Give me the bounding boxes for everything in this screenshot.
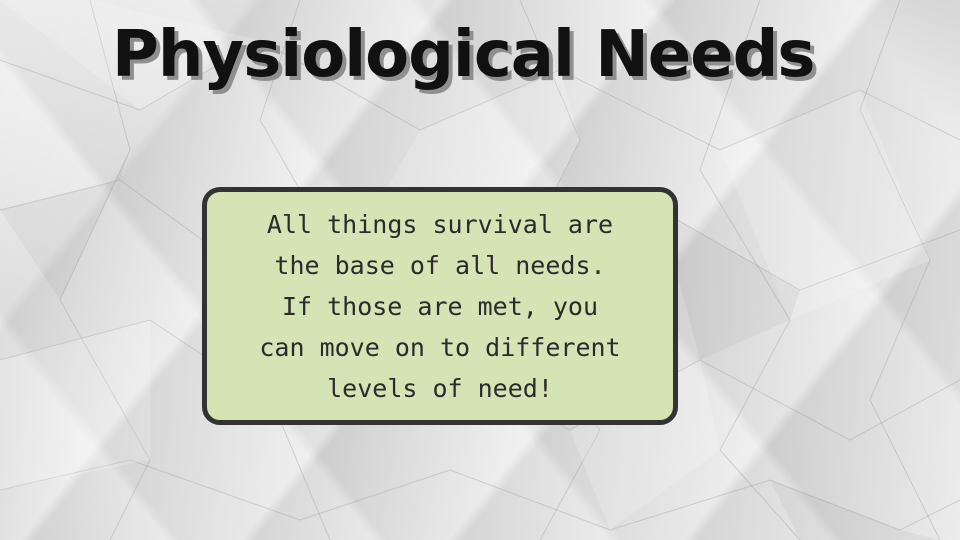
slide-title: Physiological Needs [112,18,815,92]
info-box [202,187,678,425]
info-box-text: All things survival are the base of all needs. If those are met, you can move on to different levels of need! [259,209,621,403]
